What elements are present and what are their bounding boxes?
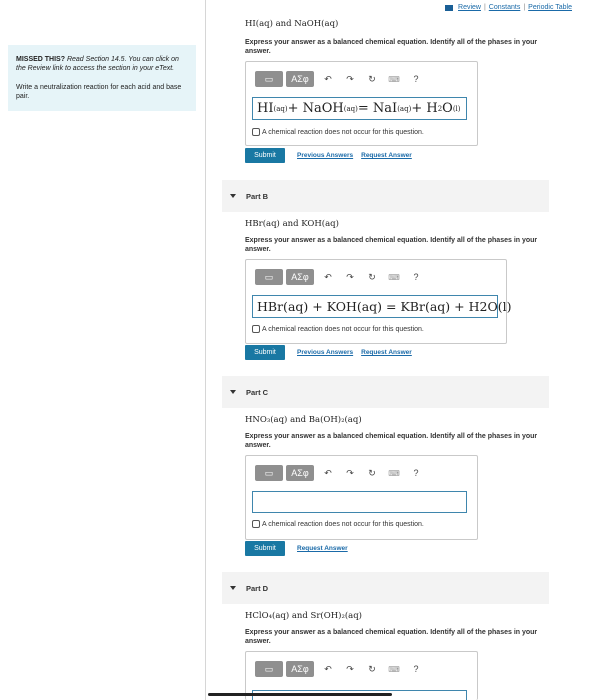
part-c-question: HNO₃(aq) and Ba(OH)₂(aq) xyxy=(245,415,362,425)
no-reaction-label: A chemical reaction does not occur for this question. xyxy=(262,520,424,528)
checkbox[interactable] xyxy=(252,520,260,528)
part-c-label: Part C xyxy=(246,387,269,397)
symbols-button[interactable]: ΑΣφ xyxy=(286,71,314,87)
part-c-answer-input[interactable] xyxy=(252,491,467,513)
review-icon xyxy=(445,5,453,11)
editor-toolbar xyxy=(255,71,427,87)
panel-divider xyxy=(205,0,206,700)
part-b-answer-input[interactable]: HBr(aq) + KOH(aq) = KBr(aq) + H2O(l) xyxy=(252,295,498,318)
caret-down-icon xyxy=(230,586,236,590)
part-b-header[interactable] xyxy=(222,180,549,212)
checkbox[interactable] xyxy=(252,128,260,136)
constants-link[interactable]: Constants xyxy=(488,4,521,11)
reset-icon[interactable]: ↻ xyxy=(368,467,376,478)
part-b-question: HBr(aq) and KOH(aq) xyxy=(245,219,339,229)
link-separator: | xyxy=(523,4,526,11)
templates-icon[interactable]: ▭ xyxy=(255,269,283,285)
redo-icon[interactable]: ↷ xyxy=(346,663,354,674)
part-b-label: Part B xyxy=(246,191,269,201)
reset-icon[interactable]: ↻ xyxy=(368,73,376,84)
part-c-header[interactable] xyxy=(222,376,549,408)
part-c-request-answer-link[interactable]: Request Answer xyxy=(297,545,348,552)
part-a-no-reaction[interactable] xyxy=(252,128,424,136)
eq-term: O xyxy=(442,101,453,116)
part-d-question: HClO₄(aq) and Sr(OH)₂(aq) xyxy=(245,611,362,621)
review-link[interactable]: Review xyxy=(458,4,481,11)
undo-icon[interactable]: ↶ xyxy=(324,73,332,84)
part-a-submit-button[interactable]: Submit xyxy=(245,148,285,163)
keyboard-icon[interactable]: ⌨ xyxy=(388,468,400,478)
part-b-actions xyxy=(245,345,420,360)
eq-phase: (l) xyxy=(452,104,461,113)
part-a-question: HI(aq) and NaOH(aq) xyxy=(245,19,339,29)
eq-phase: (aq) xyxy=(397,104,412,113)
link-separator: | xyxy=(483,4,486,11)
part-b-request-answer-link[interactable]: Request Answer xyxy=(361,349,412,356)
horizontal-scrollbar[interactable] xyxy=(208,693,392,696)
eq-term: HI xyxy=(257,101,274,116)
editor-toolbar xyxy=(255,661,427,677)
periodic-table-link[interactable]: Periodic Table xyxy=(528,4,572,11)
editor-toolbar xyxy=(255,465,427,481)
symbols-button[interactable]: ΑΣφ xyxy=(286,269,314,285)
part-c-submit-button[interactable]: Submit xyxy=(245,541,285,556)
symbols-button[interactable]: ΑΣφ xyxy=(286,661,314,677)
eq-phase: (aq) xyxy=(273,104,288,113)
hint-panel xyxy=(8,45,196,111)
eq-term: + NaOH xyxy=(287,101,344,116)
part-d-label: Part D xyxy=(246,583,269,593)
caret-down-icon xyxy=(230,194,236,198)
help-icon[interactable]: ? xyxy=(413,468,419,478)
checkbox[interactable] xyxy=(252,325,260,333)
eq-term: = NaI xyxy=(357,101,398,116)
part-c-no-reaction[interactable] xyxy=(252,520,424,528)
part-c-instruction: Express your answer as a balanced chemical equation. Identify all of the phases in your answer. xyxy=(245,433,538,449)
keyboard-icon[interactable]: ⌨ xyxy=(388,74,400,84)
reset-icon[interactable]: ↻ xyxy=(368,271,376,282)
eq-phase: (aq) xyxy=(343,104,358,113)
no-reaction-label: A chemical reaction does not occur for this question. xyxy=(262,325,424,333)
part-a-previous-answers-link[interactable]: Previous Answers xyxy=(297,152,354,159)
editor-toolbar xyxy=(255,269,427,285)
caret-down-icon xyxy=(230,390,236,394)
part-a-request-answer-link[interactable]: Request Answer xyxy=(361,152,412,159)
eq-subscript: 2 xyxy=(437,104,443,113)
keyboard-icon[interactable]: ⌨ xyxy=(388,272,400,282)
keyboard-icon[interactable]: ⌨ xyxy=(388,664,400,674)
hint-instruction: Write a neutralization reaction for each acid and base pair. xyxy=(16,84,182,100)
reset-icon[interactable]: ↻ xyxy=(368,663,376,674)
undo-icon[interactable]: ↶ xyxy=(324,663,332,674)
redo-icon[interactable]: ↷ xyxy=(346,467,354,478)
eq-term: + H xyxy=(411,101,438,116)
hint-body: Read Section 14.5. You can click on the Review link to access the section in your eText. xyxy=(16,56,179,72)
part-b-instruction: Express your answer as a balanced chemical equation. Identify all of the phases in your answer. xyxy=(245,237,538,253)
top-links xyxy=(445,4,572,11)
part-b-no-reaction[interactable] xyxy=(252,325,424,333)
help-icon[interactable]: ? xyxy=(413,74,419,84)
templates-icon[interactable]: ▭ xyxy=(255,661,283,677)
part-d-instruction: Express your answer as a balanced chemical equation. Identify all of the phases in your answer. xyxy=(245,629,538,645)
templates-icon[interactable]: ▭ xyxy=(255,465,283,481)
redo-icon[interactable]: ↷ xyxy=(346,73,354,84)
part-a-answer-input[interactable] xyxy=(252,97,467,120)
help-icon[interactable]: ? xyxy=(413,272,419,282)
part-a-instruction: Express your answer as a balanced chemical equation. Identify all of the phases in your answer. xyxy=(245,39,538,55)
undo-icon[interactable]: ↶ xyxy=(324,271,332,282)
no-reaction-label: A chemical reaction does not occur for this question. xyxy=(262,128,424,136)
part-b-previous-answers-link[interactable]: Previous Answers xyxy=(297,349,354,356)
symbols-button[interactable]: ΑΣφ xyxy=(286,465,314,481)
hint-title: MISSED THIS? xyxy=(16,56,66,63)
hint-text xyxy=(16,55,188,73)
help-icon[interactable]: ? xyxy=(413,664,419,674)
redo-icon[interactable]: ↷ xyxy=(346,271,354,282)
part-b-submit-button[interactable]: Submit xyxy=(245,345,285,360)
undo-icon[interactable]: ↶ xyxy=(324,467,332,478)
part-a-actions xyxy=(245,148,420,163)
templates-icon[interactable]: ▭ xyxy=(255,71,283,87)
part-d-header[interactable] xyxy=(222,572,549,604)
part-c-actions xyxy=(245,541,356,556)
